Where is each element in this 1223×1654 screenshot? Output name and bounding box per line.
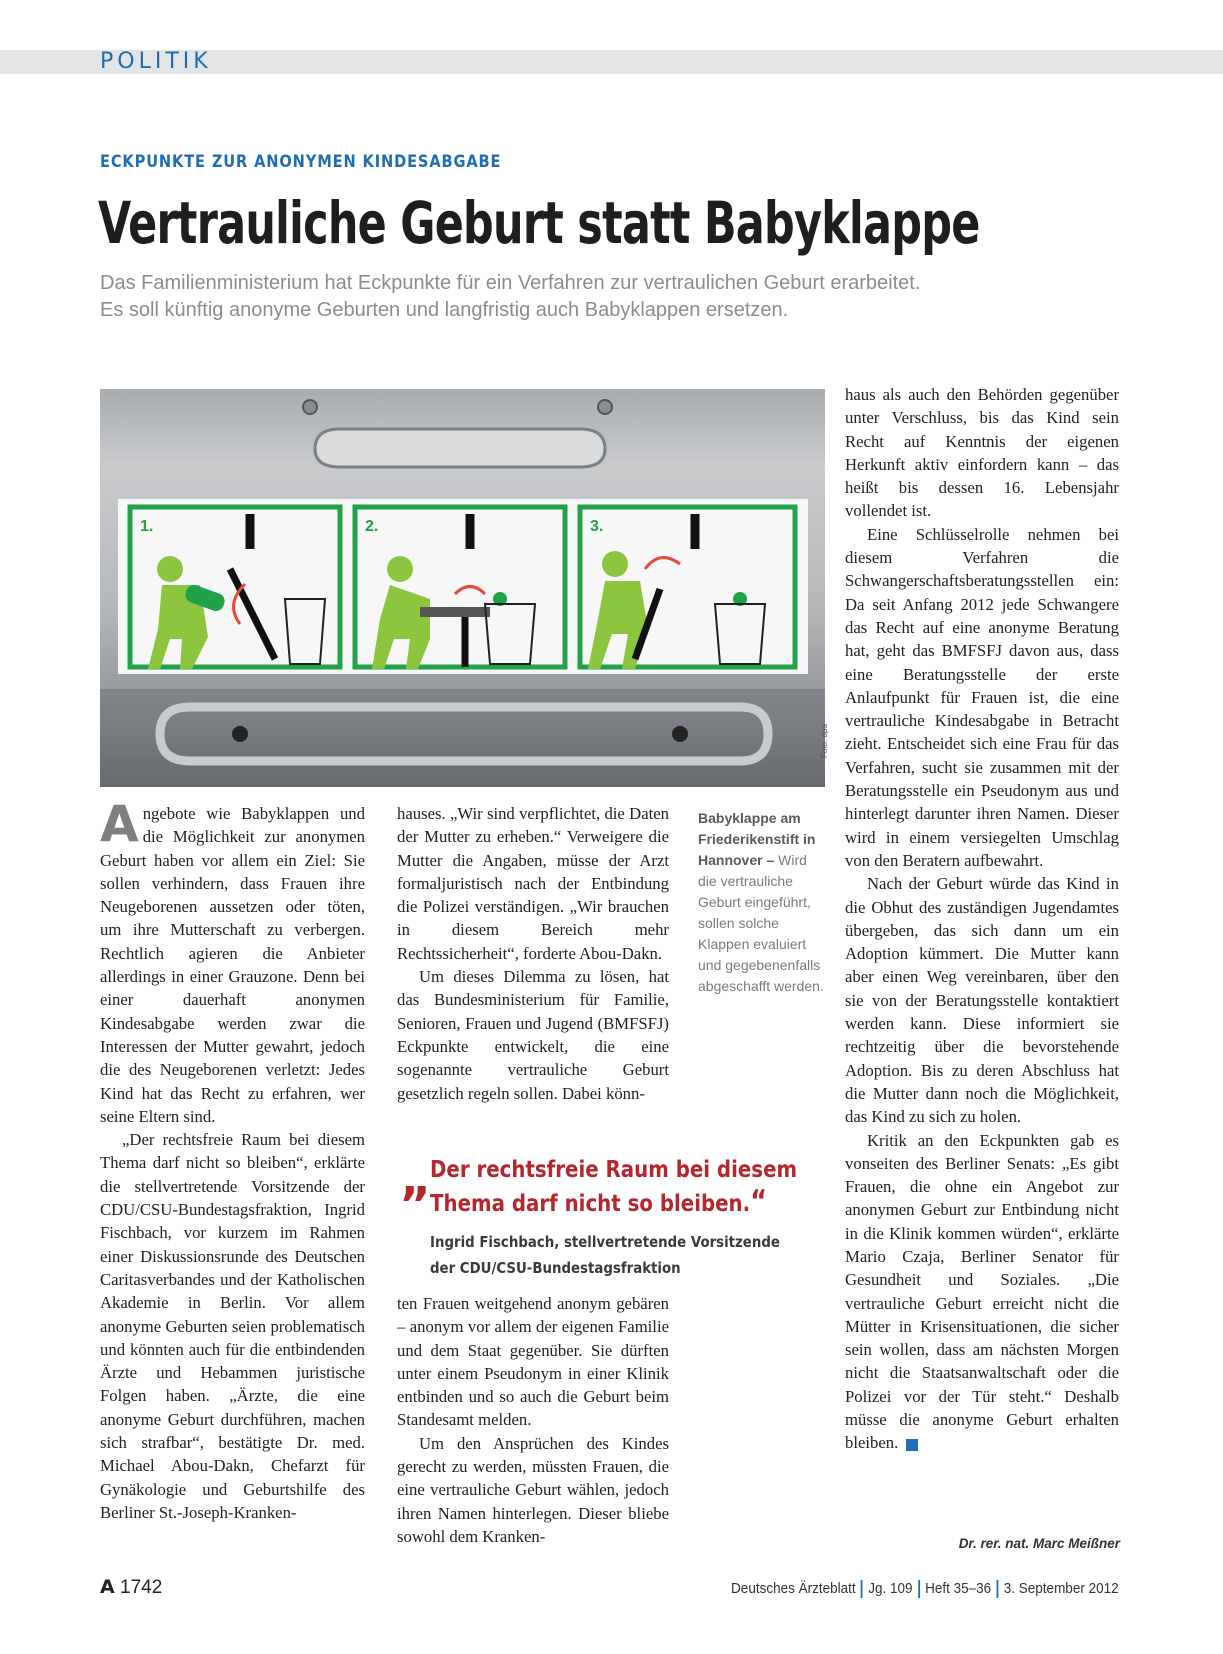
col2-paragraph-1: hauses. „Wir sind verpflichtet, die Daten der Mutter zu erheben.“ Verweigere die Mutter die Angaben, müsse der Arzt formaljuristisch nach der Entbindung die Polizei verständigen. „Wir brauchen in diesem Bereich mehr Rechtssicherheit“, forderte Abou-Dakn.	[397, 804, 669, 963]
col2-paragraph-2: Um dieses Dilemma zu lösen, hat das Bundesministerium für Familie, Senioren, Frauen und Jugend (BMFSFJ) Eckpunkte entwickelt, die eine sogenannte vertrauliche Geburt gesetzlich regeln sollen. Dabei könn-	[397, 967, 669, 1103]
page-number-value: 1742	[120, 1577, 163, 1598]
screw-right	[598, 400, 612, 414]
col2b-paragraph-1: ten Frauen weitgehend anonym gebären – anonym vor allem der eigenen Familie und dem Staat gegenüber. Sie dürften unter einem Pseudonym in einer Klinik entbinden und so auch die Geburt beim Standesamt melden.	[397, 1294, 669, 1430]
photo-illustration	[100, 389, 825, 787]
photo-credit: Foto: dpa	[820, 724, 829, 758]
journal-name: Deutsches Ärzteblatt	[731, 1580, 857, 1597]
lead	[100, 270, 1100, 324]
author: Dr. rer. nat. Marc Meißner	[958, 1536, 1120, 1551]
journal-footer	[731, 1580, 1119, 1598]
screw-left	[303, 400, 317, 414]
col2b-paragraph-2: Um den Ansprüchen des Kindes gerecht zu werden, müssten Frauen, die eine vertrauliche Geburt wählen, jedoch ihren Namen hinterlegen. Dieser bliebe sowohl dem Kranken-	[397, 1433, 669, 1546]
dropcap: A	[100, 795, 139, 853]
caption-text: Wird die vertrauliche Geburt eingeführt, sollen solche Klappen evaluiert und gegebenenfalls abgeschafft werden.	[698, 852, 824, 994]
lead-line-2: Es soll künftig anonyme Geburten und langfristig auch Babyklappen ersetzen.	[100, 299, 789, 321]
page-number	[100, 1576, 162, 1599]
journal-date: 3. September 2012	[1004, 1580, 1119, 1597]
col3-paragraph-4: Kritik an den Eckpunkten gab es vonseiten des Berliner Senats: „Es gibt Frauen, die ohne ein Angebot zur anonymen Geburt zur Entbindung nicht in die Klinik kommen würden“, erklärte Mario Czaja, Berliner Senator für Gesundheit und Soziales. „Die vertrauliche Geburt erreicht nicht die Mütter in Krisensituationen, die sicher sein wollen, dass am nächsten Morgen nicht die Staatsanwaltschaft oder die Polizei vor der Tür steht.“ Deshalb müsse die anonyme Geburt erhalten bleiben.	[845, 1130, 1119, 1453]
panel-label-3: 3.	[590, 518, 604, 535]
footer-separator	[861, 1580, 863, 1598]
quote-line-2: Thema darf nicht so bleiben.	[430, 1191, 751, 1217]
journal-volume: Jg. 109	[868, 1580, 913, 1597]
lead-line-1: Das Familienministerium hat Eckpunkte für ein Verfahren zur vertraulichen Geburt erarbeitet.	[100, 272, 921, 294]
quote-attribution-line-1: Ingrid Fischbach, stellvertretende Vorsitzende	[430, 1233, 780, 1251]
column-2-top	[397, 802, 669, 1105]
col3-paragraph-3: Nach der Geburt würde das Kind in die Obhut des zuständigen Jugendamtes übergeben, das sich dann um ein Adoption kümmert. Die Mutter kann aber einen Weg vereinbaren, über den sie von der Beratungsstelle kontaktiert werden kann. Diese informiert sie rechtzeitig über die bevorstehende Adoption. Bis zu deren Abschluss hat die Mutter dann noch die Möglichkeit, das Kind zu sich zu holen.	[845, 874, 1119, 1127]
quote-open-mark: „	[400, 1151, 432, 1207]
handle-bolt-right	[672, 726, 688, 742]
headline: Vertrauliche Geburt statt Babyklappe	[98, 189, 980, 257]
col1-paragraph-1: Angebote wie Babyklappen und die Möglichkeit zur anonymen Geburt haben vor allem ein Ziel: Sie sollen verhindern, dass Frauen ihre Neugeborenen aussetzen oder töten, um ihre Mutterschaft zu verbergen. Rechtlich agieren die Anbieter allerdings in einer Grauzone. Denn bei einer dauerhaft anonymen Kindesabgabe werden zwar die Interessen der Mutter gewahrt, jedoch die des Neugeborenen verletzt: Jedes Kind hat das Recht zu erfahren, wer seine Eltern sind.	[100, 795, 365, 1126]
top-handle	[315, 429, 605, 467]
photo-caption	[698, 808, 828, 997]
caption-bold: Babyklappe am Friederikenstift in Hannover –	[698, 810, 816, 868]
col3-paragraph-1: haus als auch den Behörden gegenüber unter Verschluss, bis das Kind sein Recht auf Kenntnis der eigenen Herkunft aktiv einfordern kann – das heißt bis dessen 16. Lebensjahr vollendet ist.	[845, 385, 1119, 521]
handle-bolt-left	[232, 726, 248, 742]
col1-paragraph-2: „Der rechtsfreie Raum bei diesem Thema darf nicht so bleiben“, erklärte die stellvertretende Vorsitzende der CDU/CSU-Bundestagsfraktion, Ingrid Fischbach, vor kurzem im Rahmen einer Diskussionsrunde des Deutschen Caritasverbandes und der Katholischen Akademie in Berlin. Vor allem anonyme Geburten seien problematisch und könnten auch für die entbindenden Ärzte und Hebammen juristische Folgen haben. „Ärzte, die eine anonyme Geburt durchführen, machen sich strafbar“, bestätigte Dr. med. Michael Abou-Dakn, Chefarzt für Gynäkologie und Geburtshilfe des Berliner St.-Joseph-Kranken-	[100, 1130, 365, 1522]
end-mark-icon	[906, 1439, 918, 1451]
footer-separator	[997, 1580, 999, 1598]
panel-label-1: 1.	[140, 518, 154, 535]
column-2-bottom	[397, 1292, 669, 1548]
quote-attribution-line-2: der CDU/CSU-Bundestagsfraktion	[430, 1259, 681, 1277]
quote-attribution	[430, 1229, 780, 1281]
quote-text	[430, 1155, 798, 1220]
section-label: POLITIK	[100, 49, 212, 74]
column-1	[100, 795, 365, 1524]
col3-paragraph-2: Eine Schlüsselrolle nehmen bei diesem Verfahren die Schwangerschaftsberatungsstellen ein: Da seit Anfang 2012 jede Schwangere das Recht auf eine anonyme Beratung hat, geht das BMFSFJ davon aus, dass eine Beratungsstelle der erste Anlaufpunkt für Frauen ist, die eine vertrauliche Kindesabgabe in Betracht zieht. Entscheidet sich eine Frau für das Verfahren, sucht sie zusammen mit der Beratungsstelle ein Pseudonym aus und hinterlegt darunter ihren Namen. Dieser wird in einem versiegelten Umschlag von den Beratern aufbewahrt.	[845, 524, 1119, 870]
panel-label-2: 2.	[365, 518, 379, 535]
quote-close-mark: “	[750, 1184, 768, 1219]
kicker: ECKPUNKTE ZUR ANONYMEN KINDESABGABE	[100, 152, 502, 172]
footer-separator	[918, 1580, 920, 1598]
page-prefix: A	[100, 1576, 115, 1598]
column-3	[845, 383, 1119, 1455]
journal-issue: Heft 35–36	[925, 1580, 992, 1597]
quote-line-1: Der rechtsfreie Raum bei diesem	[430, 1157, 798, 1183]
babyklappe-photo	[100, 389, 825, 787]
